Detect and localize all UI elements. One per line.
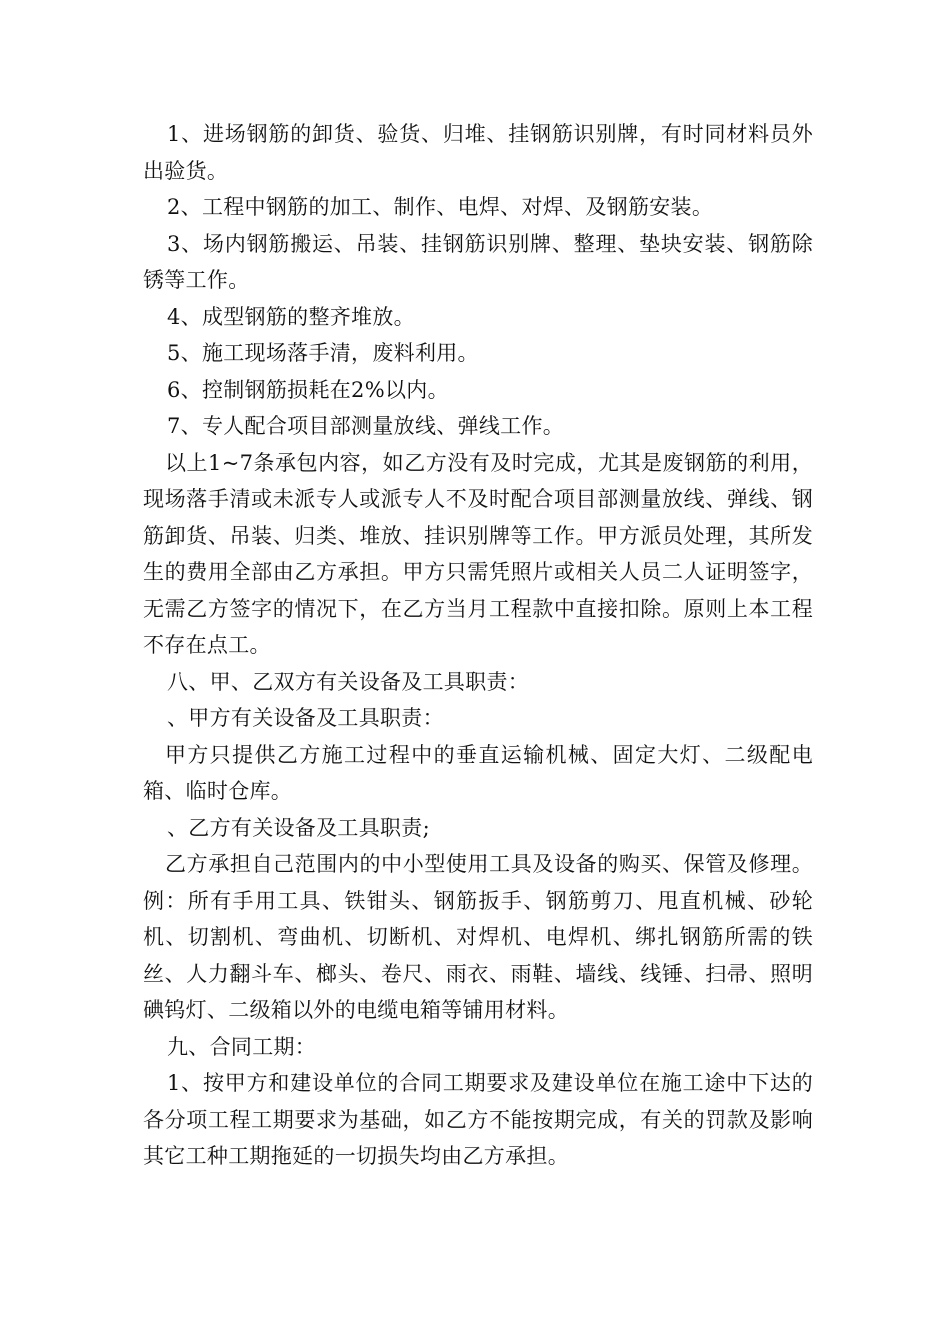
paragraph-item-4: 4、成型钢筋的整齐堆放。 xyxy=(167,304,415,329)
paragraph-item-3: 3、场内钢筋搬运、吊装、挂钢筋识别牌、整理、垫块安装、钢筋除锈等工作。 xyxy=(143,231,813,292)
document-body xyxy=(143,116,813,1175)
paragraph-item-5: 5、施工现场落手清，废料利用。 xyxy=(167,341,479,365)
paragraph-item-6: 6、控制钢筋损耗在2%以内。 xyxy=(167,377,449,402)
paragraph-item-7: 7、专人配合项目部测量放线、弹线工作。 xyxy=(167,414,565,438)
paragraph-party-b: 乙方承担自己范围内的中小型使用工具及设备的购买、保管及修理。例：所有手用工具、铁钳头、钢筋扳手、钢筋剪刀、甩直机械、砂轮机、切割机、弯曲机、切断机、对焊机、电焊机、绑扎钢筋所需的铁丝、人力翻斗车、榔头、卷尺、雨衣、雨鞋、墙线、线锤、扫帚、照明碘钨灯、二级箱以外的电缆电箱等铺用材料。 xyxy=(143,852,813,1022)
subheading-party-a: 、甲方有关设备及工具职责： xyxy=(167,706,444,730)
paragraph-schedule-1: 1、按甲方和建设单位的合同工期要求及建设单位在施工途中下达的各分项工程工期要求为基础，如乙方不能按期完成，有关的罚款及影响其它工种工期拖延的一切损失均由乙方承担。 xyxy=(143,1071,813,1168)
paragraph-summary: 以上1~7条承包内容，如乙方没有及时完成，尤其是废钢筋的利用，现场落手清或未派专人或派专人不及时配合项目部测量放线、弹线、钢筋卸货、吊装、归类、堆放、挂识别牌等工作。甲方派员处理，其所发生的费用全部由乙方承担。甲方只需凭照片或相关人员二人证明签字，无需乙方签字的情况下，在乙方当月工程款中直接扣除。原则上本工程不存在点工。 xyxy=(143,450,813,657)
paragraph-party-a: 甲方只提供乙方施工过程中的垂直运输机械、固定大灯、二级配电箱、临时仓库。 xyxy=(143,742,813,803)
subheading-party-b: 、乙方有关设备及工具职责; xyxy=(167,815,430,840)
paragraph-item-1: 1、进场钢筋的卸货、验货、归堆、挂钢筋识别牌，有时同材料员外出验货。 xyxy=(143,122,813,183)
paragraph-item-2: 2、工程中钢筋的加工、制作、电焊、对焊、及钢筋安装。 xyxy=(167,195,714,219)
section-heading-8: 八、甲、乙双方有关设备及工具职责： xyxy=(167,669,530,694)
section-heading-9: 九、合同工期： xyxy=(167,1034,317,1059)
